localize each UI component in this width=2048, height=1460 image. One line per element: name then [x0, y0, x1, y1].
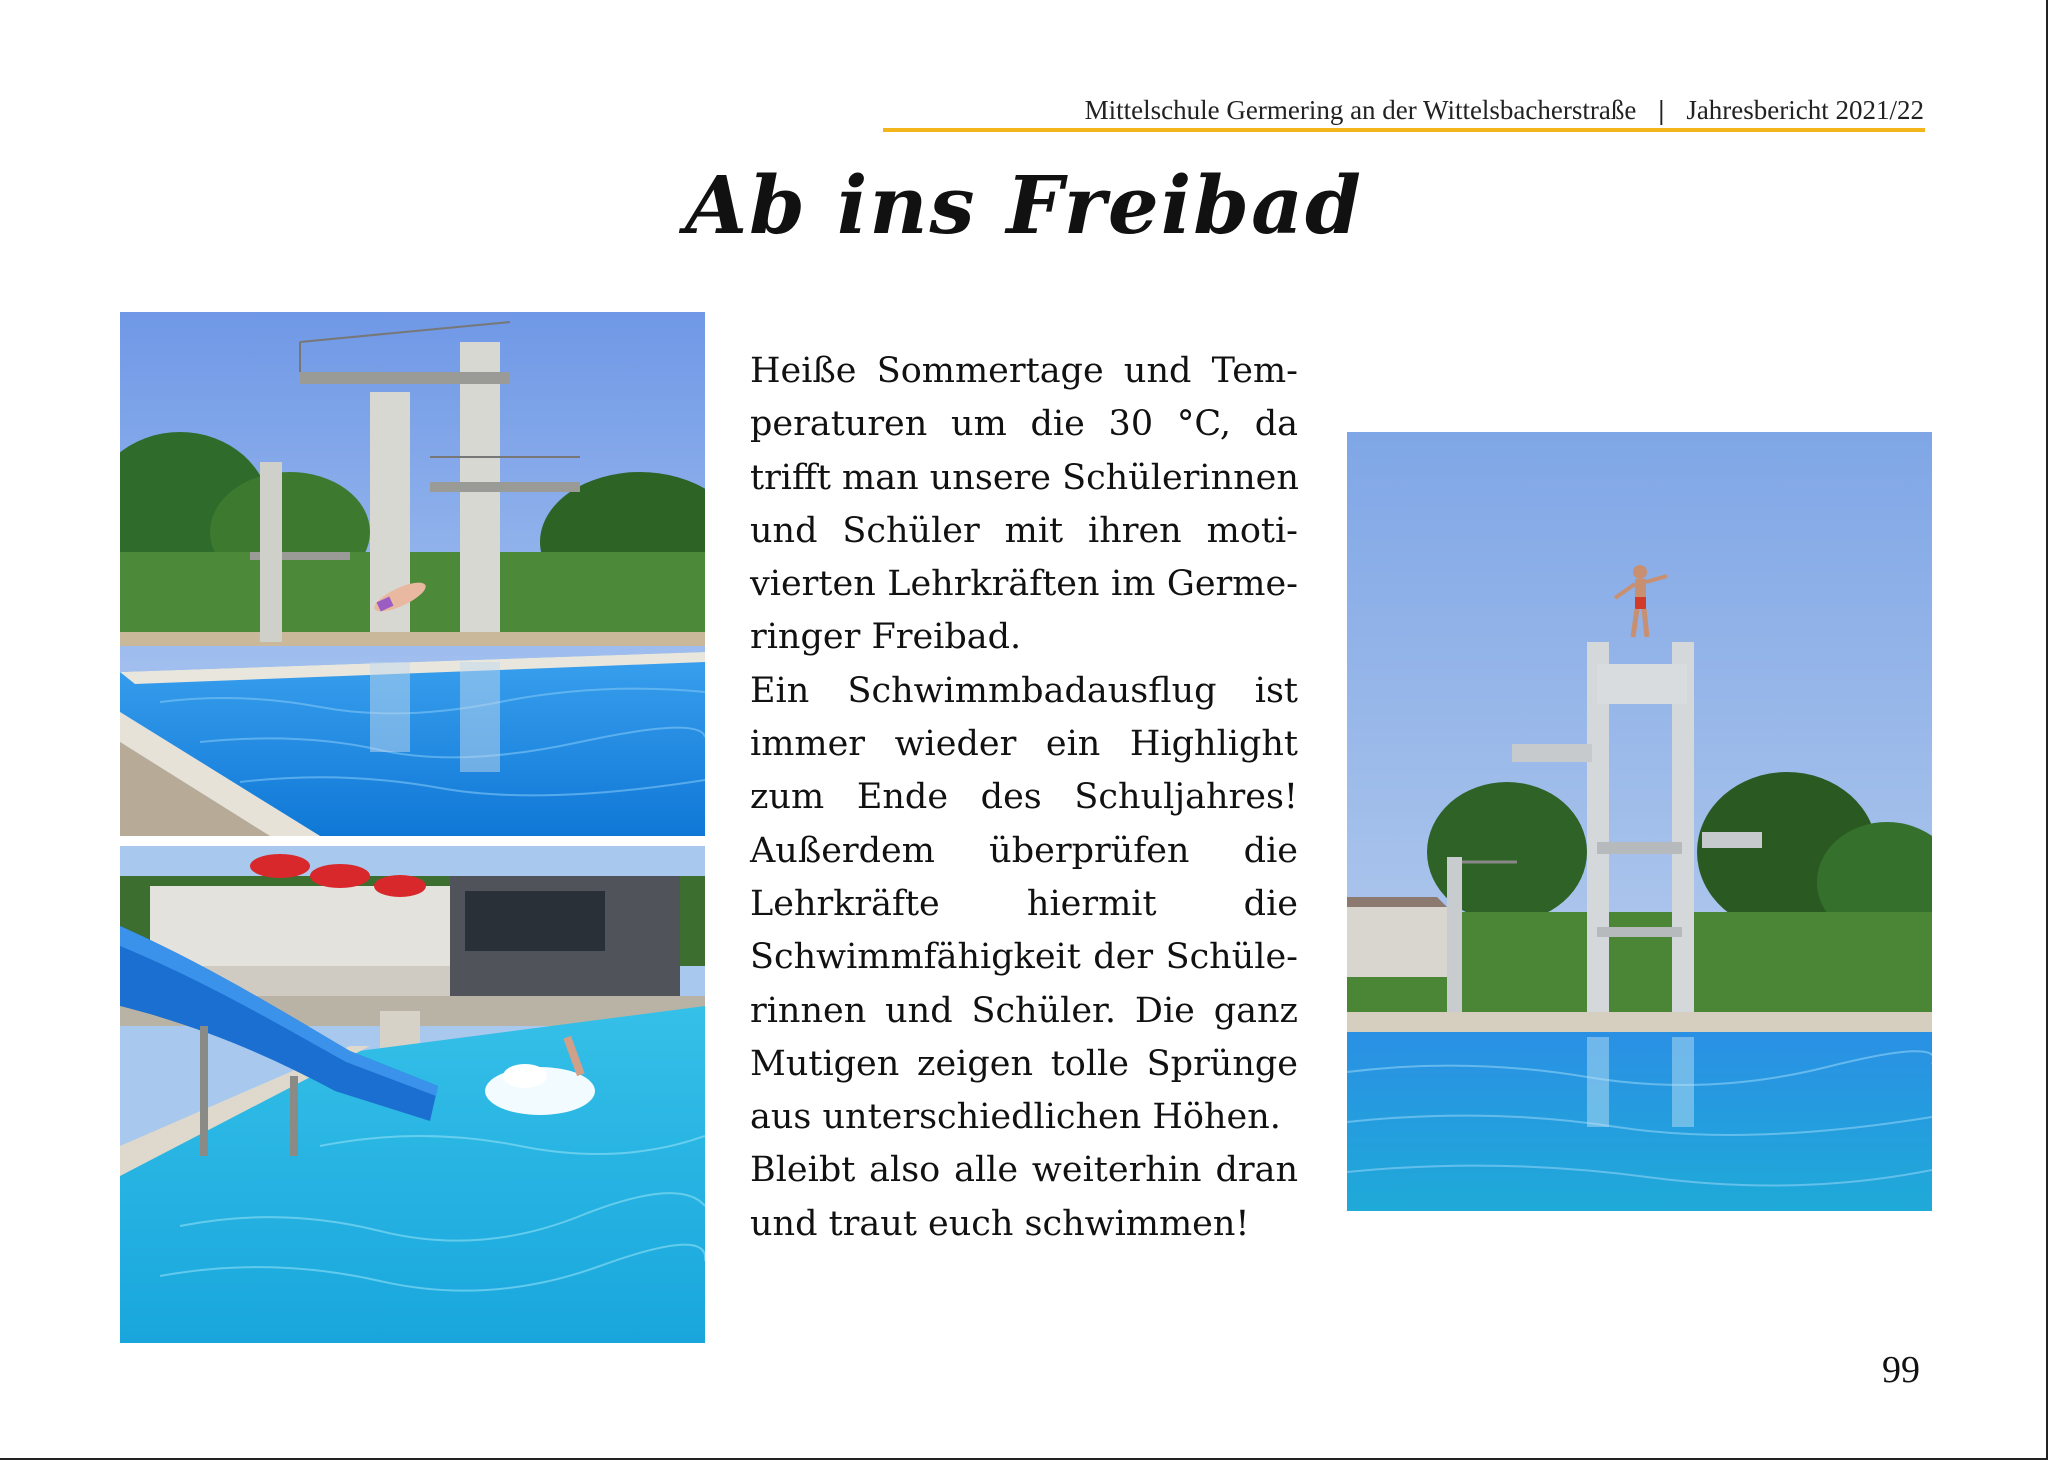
article-body-line: Mutigen zeigen tolle Sprünge [750, 1043, 1298, 1084]
article-body-line: vierten Lehrkräften im Germe- [750, 564, 1298, 605]
article-body-line: peraturen um die 30 °C, da [750, 404, 1298, 445]
header-school-name: Mittelschule Germering an der Wittelsbacherstraße [1084, 95, 1637, 125]
article-body-line: Bleibt also alle weiterhin dran [750, 1150, 1298, 1191]
article-body-line: immer wieder ein Highlight [750, 724, 1298, 765]
photo-diving-tower-jump [120, 312, 705, 836]
page-number: 99 [1882, 1349, 1920, 1391]
photo-high-dive-jump [1347, 432, 1932, 1211]
header-rule [883, 128, 1925, 132]
article-body-line: und Schüler mit ihren moti- [750, 510, 1298, 551]
article-body-line: rinnen und Schüler. Die ganz [750, 990, 1298, 1031]
article-body-line: Außerdem überprüfen die [750, 830, 1298, 871]
article-body-line: Heiße Sommertage und Tem- [750, 351, 1298, 391]
article-body-line: und traut euch schwimmen! [750, 1203, 1250, 1244]
header-report-title: Jahresbericht 2021/22 [1686, 95, 1924, 125]
photo-diving-tower-jump-image [120, 312, 705, 836]
article-body-line: Schwimmfähigkeit der Schüle- [750, 937, 1298, 978]
article-body [750, 345, 1298, 1251]
article-body-line: zum Ende des Schuljahres! [750, 777, 1298, 818]
photo-water-slide [120, 846, 705, 1343]
article-body-line: Lehrkräfte hiermit die [750, 883, 1298, 924]
page-title: Ab ins Freibad [685, 158, 1363, 252]
article-body-line: trifft man unsere Schülerinnen [750, 457, 1299, 498]
header-separator: | [1658, 95, 1665, 125]
article-body-line: Ein Schwimmbadausflug ist [750, 670, 1298, 711]
article-body-line: aus unterschiedlichen Höhen. [750, 1097, 1281, 1138]
photo-high-dive-jump-image [1347, 432, 1932, 1211]
article-body-line: ringer Freibad. [750, 617, 1022, 658]
running-header [884, 86, 1924, 126]
photo-water-slide-image [120, 846, 705, 1343]
